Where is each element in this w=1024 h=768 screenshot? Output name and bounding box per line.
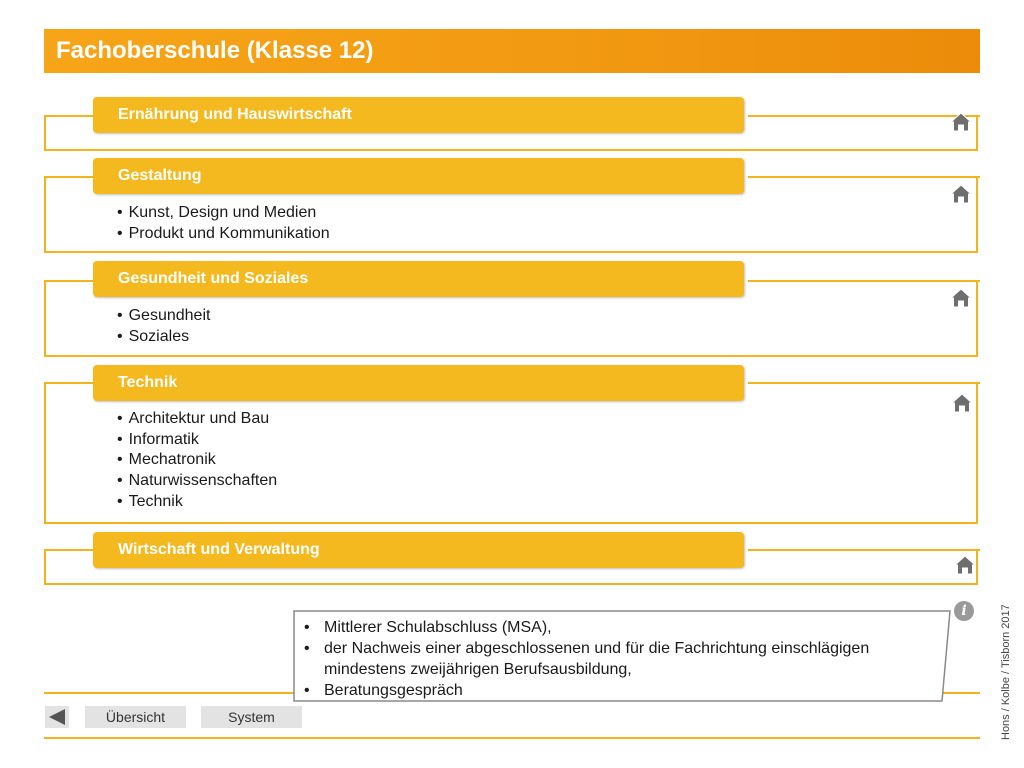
- info-popup: [292, 609, 952, 703]
- home-icon[interactable]: [954, 554, 976, 576]
- home-icon[interactable]: [950, 111, 972, 133]
- tab-wirtschaft-und-verwaltung[interactable]: Wirtschaft und Verwaltung: [93, 532, 744, 568]
- credit-text: Hons / Kolbe / Tisborn 2017: [1000, 604, 1012, 740]
- footer-divider: [44, 737, 980, 739]
- back-arrow-icon[interactable]: [45, 706, 69, 728]
- list-item: • Kunst, Design und Medien: [117, 203, 330, 224]
- list-item: • Technik: [117, 492, 277, 513]
- list-item: • Mittlerer Schulabschluss (MSA),: [304, 617, 952, 638]
- list-item: • Soziales: [117, 327, 210, 348]
- home-icon[interactable]: [951, 392, 973, 414]
- title-bar: [44, 29, 980, 73]
- tab-ernaehrung-und-hauswirtschaft[interactable]: Ernährung und Hauswirtschaft: [93, 97, 744, 133]
- list-item: • Naturwissenschaften: [117, 471, 277, 492]
- list-item: • Informatik: [117, 430, 277, 451]
- overview-button[interactable]: Übersicht: [85, 706, 186, 728]
- page-title: Fachoberschule (Klasse 12): [56, 37, 374, 64]
- info-requirements-list: [304, 617, 952, 701]
- home-icon[interactable]: [950, 287, 972, 309]
- technik-list: [117, 409, 277, 513]
- system-button[interactable]: System: [201, 706, 302, 728]
- tab-technik[interactable]: Technik: [93, 365, 744, 401]
- info-icon[interactable]: i: [954, 601, 974, 621]
- list-item: • Beratungsgespräch: [304, 680, 952, 701]
- list-item: • der Nachweis einer abgeschlossenen und für die Fachrichtung einschlägigen mindestens zweijährigen Berufsausbildung,: [304, 638, 952, 680]
- tab-gestaltung[interactable]: Gestaltung: [93, 158, 744, 194]
- list-item: • Produkt und Kommunikation: [117, 224, 330, 245]
- gestaltung-list: [117, 203, 330, 244]
- list-item: • Gesundheit: [117, 306, 210, 327]
- home-icon[interactable]: [950, 183, 972, 205]
- gesundheit-list: [117, 306, 210, 347]
- list-item: • Architektur und Bau: [117, 409, 277, 430]
- list-item: • Mechatronik: [117, 450, 277, 471]
- tab-gesundheit-und-soziales[interactable]: Gesundheit und Soziales: [93, 261, 744, 297]
